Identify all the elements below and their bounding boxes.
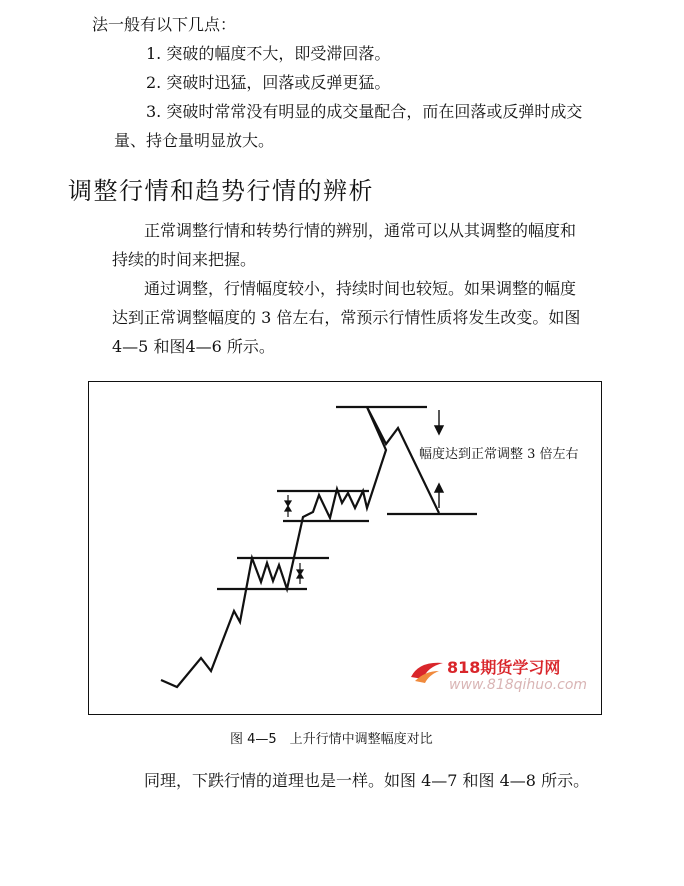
paragraph-1-line-1: 正常调整行情和转势行情的辨别，通常可以从其调整的幅度和	[144, 221, 577, 240]
list-item-2: 2. 突破时迅猛，回落或反弹更猛。	[146, 73, 391, 92]
list-item-3: 3. 突破时常常没有明显的成交量配合，而在回落或反弹时成交	[146, 102, 583, 121]
watermark-logo-icon	[409, 657, 445, 685]
paragraph-1-line-2: 持续的时间来把握。	[112, 250, 257, 269]
paragraph-2-line-3: 4—5 和图4—6 所示。	[112, 337, 275, 356]
paragraph-2-line-1: 通过调整，行情幅度较小，持续时间也较短。如果调整的幅度	[144, 279, 577, 298]
watermark-brand: 818期货学习网	[447, 658, 561, 677]
list-item-1: 1. 突破的幅度不大，即受滞回落。	[146, 44, 391, 63]
annotation-label: 幅度达到正常调整 3 倍左右	[419, 447, 579, 462]
closing-paragraph: 同理，下跌行情的道理也是一样。如图 4—7 和图 4—8 所示。	[144, 771, 590, 790]
lower-box-arrows	[297, 563, 303, 584]
figure-4-5	[88, 381, 602, 715]
list-item-3-cont: 量、持仓量明显放大。	[114, 131, 275, 150]
watermark	[409, 657, 589, 697]
paragraph-2-line-2: 达到正常调整幅度的 3 倍左右，常预示行情性质将发生改变。如图	[112, 308, 581, 327]
figure-caption: 图 4—5 上升行情中调整幅度对比	[230, 732, 433, 747]
watermark-url: www.818qihuo.com	[449, 677, 588, 693]
text-line-1: 法一般有以下几点：	[92, 15, 237, 34]
section-heading: 调整行情和趋势行情的辨析	[68, 177, 374, 205]
price-line	[161, 407, 439, 687]
upper-box-arrows	[285, 495, 291, 517]
